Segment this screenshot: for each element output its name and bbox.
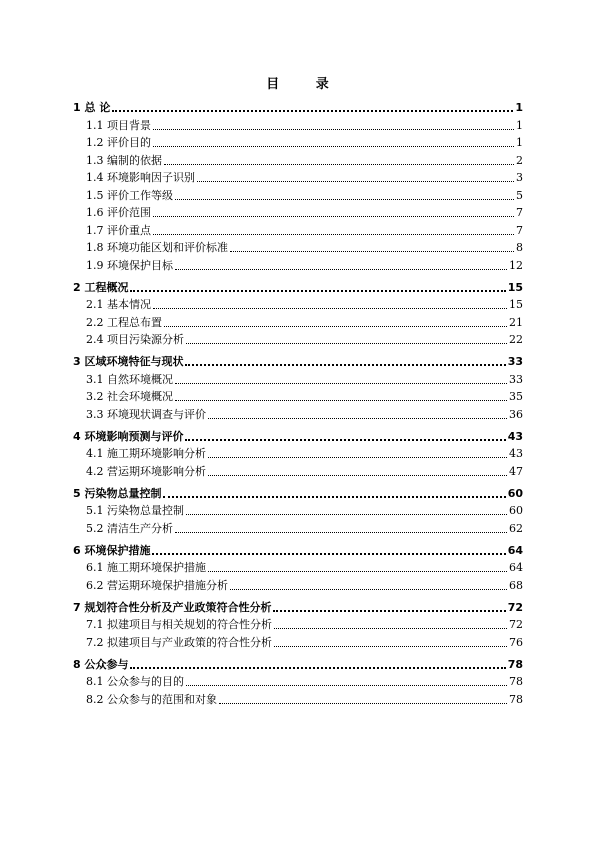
section-page-number: 21 [509,315,523,329]
toc-section-entry[interactable] [73,257,523,275]
toc-section-entry[interactable] [73,240,523,258]
section-page-number: 7 [516,206,523,220]
section-label: 7.1 拟建项目与相关规划的符合性分析 [86,618,272,632]
dot-leader [185,362,505,366]
dot-leader [274,645,507,647]
dot-leader [186,342,507,344]
dot-leader [186,513,507,515]
toc-section-entry[interactable] [73,297,523,315]
dot-leader [175,399,507,401]
section-label: 1.4 环境影响因子识别 [86,171,195,185]
chapter-page-number: 1 [515,101,523,114]
section-label: 3.1 自然环境概况 [86,372,173,386]
section-label: 1.5 评价工作等级 [86,188,173,202]
section-label: 6.2 营运期环境保护措施分析 [86,578,228,592]
dot-leader [163,494,505,498]
dot-leader [197,180,514,182]
section-label: 4.2 营运期环境影响分析 [86,464,206,478]
chapter-page-number: 33 [507,355,523,368]
toc-chapter-entry[interactable] [73,656,523,674]
section-label: 1.3 编制的依据 [86,153,162,167]
chapter-page-number: 43 [507,429,523,443]
section-page-number: 35 [509,390,523,404]
chapter-label: 5 污染物总量控制 [73,486,162,500]
toc-section-entry[interactable] [73,406,523,424]
section-page-number: 78 [509,675,523,689]
dot-leader [153,128,514,130]
section-label: 3.2 社会环境概况 [86,390,173,404]
dot-leader [152,551,505,555]
section-page-number: 62 [509,521,523,535]
section-label: 5.1 污染物总量控制 [86,504,184,518]
dot-leader [112,108,513,112]
section-page-number: 5 [516,188,523,202]
section-page-number: 47 [509,464,523,478]
dot-leader [274,627,507,629]
toc-section-entry[interactable] [73,314,523,332]
dot-leader [208,570,507,572]
toc-section-entry[interactable] [73,205,523,223]
dot-leader [208,417,507,419]
chapter-page-number: 64 [507,543,523,557]
toc-section-entry[interactable] [73,170,523,188]
dot-leader [175,198,514,200]
toc-chapter-entry[interactable] [73,353,523,371]
table-of-contents [73,95,523,709]
toc-chapter-entry[interactable] [73,99,523,117]
section-page-number: 12 [509,258,523,272]
chapter-page-number: 60 [507,486,523,500]
dot-leader [273,608,505,612]
toc-section-entry[interactable] [73,152,523,170]
dot-leader [153,145,514,147]
section-page-number: 76 [509,635,523,649]
dot-leader [230,588,507,590]
toc-section-entry[interactable] [73,389,523,407]
toc-chapter-entry[interactable] [73,485,523,503]
section-page-number: 7 [516,223,523,237]
dot-leader [208,456,507,458]
toc-section-entry[interactable] [73,222,523,240]
toc-section-entry[interactable] [73,446,523,464]
section-label: 3.3 环境现状调查与评价 [86,407,206,421]
toc-section-entry[interactable] [73,520,523,538]
toc-section-entry[interactable] [73,634,523,652]
dot-leader [186,684,507,686]
section-label: 5.2 清洁生产分析 [86,521,173,535]
section-page-number: 8 [516,241,523,255]
section-page-number: 60 [509,504,523,518]
toc-chapter-entry[interactable] [73,428,523,446]
chapter-label: 2 工程概况 [73,280,129,294]
chapter-label: 8 公众参与 [73,657,129,671]
section-page-number: 22 [509,333,523,347]
section-page-number: 36 [509,407,523,421]
toc-section-entry[interactable] [73,135,523,153]
dot-leader [130,665,505,669]
dot-leader [153,215,514,217]
section-label: 1.7 评价重点 [86,223,151,237]
dot-leader [175,531,507,533]
chapter-label: 3 区域环境特征与现状 [73,355,184,368]
chapter-page-number: 78 [507,657,523,671]
toc-section-entry[interactable] [73,617,523,635]
section-page-number: 72 [509,618,523,632]
chapter-label: 4 环境影响预测与评价 [73,429,184,443]
toc-section-entry[interactable] [73,560,523,578]
chapter-label: 1 总 论 [73,101,111,114]
section-page-number: 15 [509,298,523,312]
section-label: 4.1 施工期环境影响分析 [86,447,206,461]
dot-leader [164,325,507,327]
toc-section-entry[interactable] [73,691,523,709]
section-label: 1.8 环境功能区划和评价标准 [86,241,228,255]
section-label: 8.1 公众参与的目的 [86,675,184,689]
section-label: 7.2 拟建项目与产业政策的符合性分析 [86,635,272,649]
section-page-number: 68 [509,578,523,592]
section-page-number: 1 [516,118,523,132]
chapter-page-number: 72 [507,600,523,614]
section-label: 2.1 基本情况 [86,298,151,312]
toc-chapter-entry[interactable] [73,279,523,297]
section-page-number: 1 [516,136,523,150]
section-page-number: 64 [509,561,523,575]
dot-leader [130,288,505,292]
dot-leader [219,702,507,704]
section-page-number: 78 [509,692,523,706]
chapter-label: 6 环境保护措施 [73,543,151,557]
toc-section-entry[interactable] [73,674,523,692]
section-label: 6.1 施工期环境保护措施 [86,561,206,575]
section-label: 1.2 评价目的 [86,136,151,150]
dot-leader [208,474,507,476]
section-label: 1.9 环境保护目标 [86,258,173,272]
toc-chapter-entry[interactable] [73,599,523,617]
dot-leader [153,233,514,235]
toc-section-entry[interactable] [73,463,523,481]
chapter-label: 7 规划符合性分析及产业政策符合性分析 [73,600,272,614]
dot-leader [175,382,507,384]
dot-leader [153,307,507,309]
section-label: 2.4 项目污染源分析 [86,333,184,347]
dot-leader [164,163,514,165]
section-page-number: 43 [509,447,523,461]
toc-section-entry[interactable] [73,187,523,205]
toc-chapter-entry[interactable] [73,542,523,560]
section-page-number: 33 [509,372,523,386]
dot-leader [230,250,514,252]
section-page-number: 2 [516,153,523,167]
toc-section-entry[interactable] [73,332,523,350]
section-label: 1.6 评价范围 [86,206,151,220]
chapter-page-number: 15 [507,280,523,294]
toc-section-entry[interactable] [73,577,523,595]
dot-leader [185,437,505,441]
section-label: 2.2 工程总布置 [86,315,162,329]
toc-section-entry[interactable] [73,371,523,389]
toc-section-entry[interactable] [73,503,523,521]
toc-title: 目 录 [266,77,345,92]
dot-leader [175,268,507,270]
toc-section-entry[interactable] [73,117,523,135]
section-label: 8.2 公众参与的范围和对象 [86,692,217,706]
section-page-number: 3 [516,171,523,185]
section-label: 1.1 项目背景 [86,118,151,132]
